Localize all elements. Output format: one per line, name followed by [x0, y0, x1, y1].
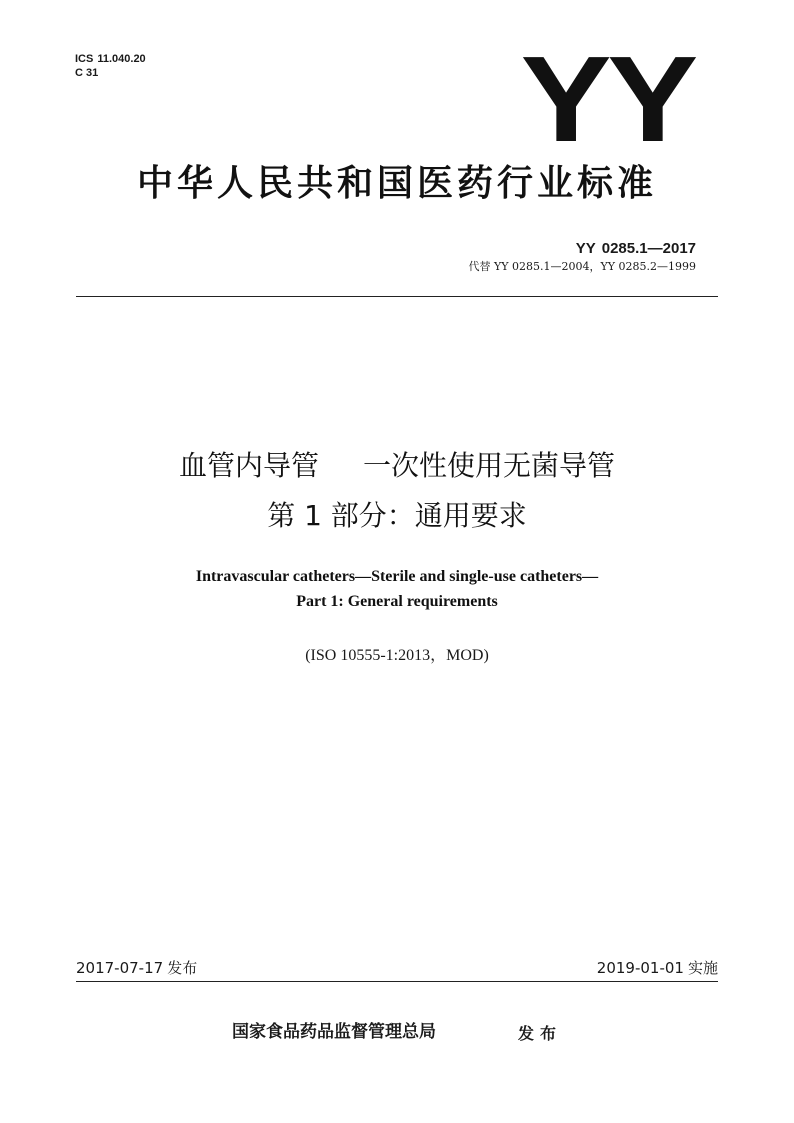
publish-label: 发布 — [167, 959, 198, 977]
standard-family-title: 中华人民共和国医药行业标准 — [136, 163, 657, 204]
english-title-line1: Intravascular catheters—Sterile and single-use catheters— — [195, 568, 599, 585]
issue-word: 发布 — [518, 1024, 563, 1043]
chinese-title-line1 — [0, 446, 794, 486]
iso-reference: (ISO 10555-1:2013，MOD) — [305, 647, 489, 664]
ics-code: 11.040.20 — [97, 53, 146, 65]
english-title-line2: Part 1: General requirements — [296, 593, 498, 610]
standard-number — [576, 240, 696, 258]
header-divider — [76, 296, 718, 297]
ccs-code-row — [75, 66, 146, 80]
ccs-code: C 31 — [75, 67, 99, 79]
publish-date-block — [76, 958, 197, 978]
chinese-title-sub: 一次性使用无菌导管 — [363, 449, 616, 482]
ics-code-row — [75, 52, 146, 66]
issuing-authority: 国家食品药品监督管理总局 — [232, 1022, 436, 1042]
publish-date: 2017-07-17 — [76, 959, 164, 977]
implement-date-block — [597, 958, 718, 978]
chinese-title-line2: 第 1 部分：通用要求 — [267, 499, 527, 532]
classification-codes — [75, 52, 146, 80]
ics-label: ICS — [75, 53, 94, 65]
footer-divider — [76, 981, 718, 982]
standard-number-value: 0285.1—2017 — [601, 240, 696, 257]
standard-logo: YY — [520, 31, 694, 167]
replaces-note: 代替 YY 0285.1—2004，YY 0285.2—1999 — [468, 260, 696, 273]
implement-date: 2019-01-01 — [596, 959, 684, 977]
standard-code-prefix: YY — [575, 240, 596, 257]
implement-label: 实施 — [687, 959, 718, 977]
chinese-title-main: 血管内导管 — [178, 449, 319, 482]
